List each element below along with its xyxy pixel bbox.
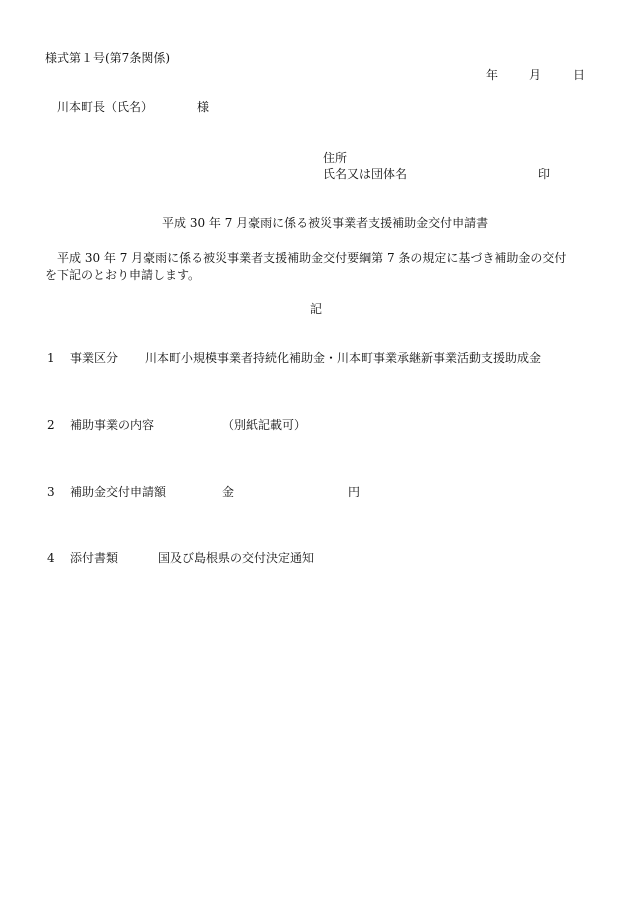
form-number: 様式第１号(第7条関係) — [45, 51, 170, 65]
item-3-label: 補助金交付申請額 — [70, 485, 167, 499]
item-2-number: 2 — [47, 418, 55, 432]
addressee-honorific: 様 — [197, 100, 210, 114]
applicant-address-label: 住所 — [323, 151, 348, 165]
item-2-value: （別紙記載可） — [222, 418, 307, 432]
applicant-name-label: 氏名又は団体名 — [323, 167, 408, 181]
item-2-label: 補助事業の内容 — [70, 418, 155, 432]
date-month-label: 月 — [529, 68, 542, 82]
applicant-seal-label: 印 — [538, 167, 551, 181]
item-1-label: 事業区分 — [70, 351, 119, 365]
item-4-number: 4 — [47, 551, 55, 565]
body-line-1: 平成 30 年 7 月豪雨に係る被災事業者支援補助金交付要綱第 7 条の規定に基づき補助金の交付 — [57, 251, 567, 265]
item-3-unit: 円 — [348, 485, 361, 499]
item-4-label: 添付書類 — [70, 551, 119, 565]
item-3-number: 3 — [47, 485, 55, 499]
item-1-number: 1 — [47, 351, 55, 365]
document-title: 平成 30 年 7 月豪雨に係る被災事業者支援補助金交付申請書 — [162, 216, 489, 230]
date-year-label: 年 — [486, 68, 499, 82]
item-3-value: 金 — [222, 485, 235, 499]
date-day-label: 日 — [573, 68, 586, 82]
ki-label: 記 — [310, 302, 323, 316]
body-line-2: を下記のとおり申請します。 — [45, 268, 201, 282]
item-4-value: 国及び島根県の交付決定通知 — [158, 551, 315, 565]
item-1-value: 川本町小規模事業者持続化補助金・川本町事業承継新事業活動支援助成金 — [145, 351, 542, 365]
addressee-name: 川本町長（氏名） — [57, 100, 154, 114]
